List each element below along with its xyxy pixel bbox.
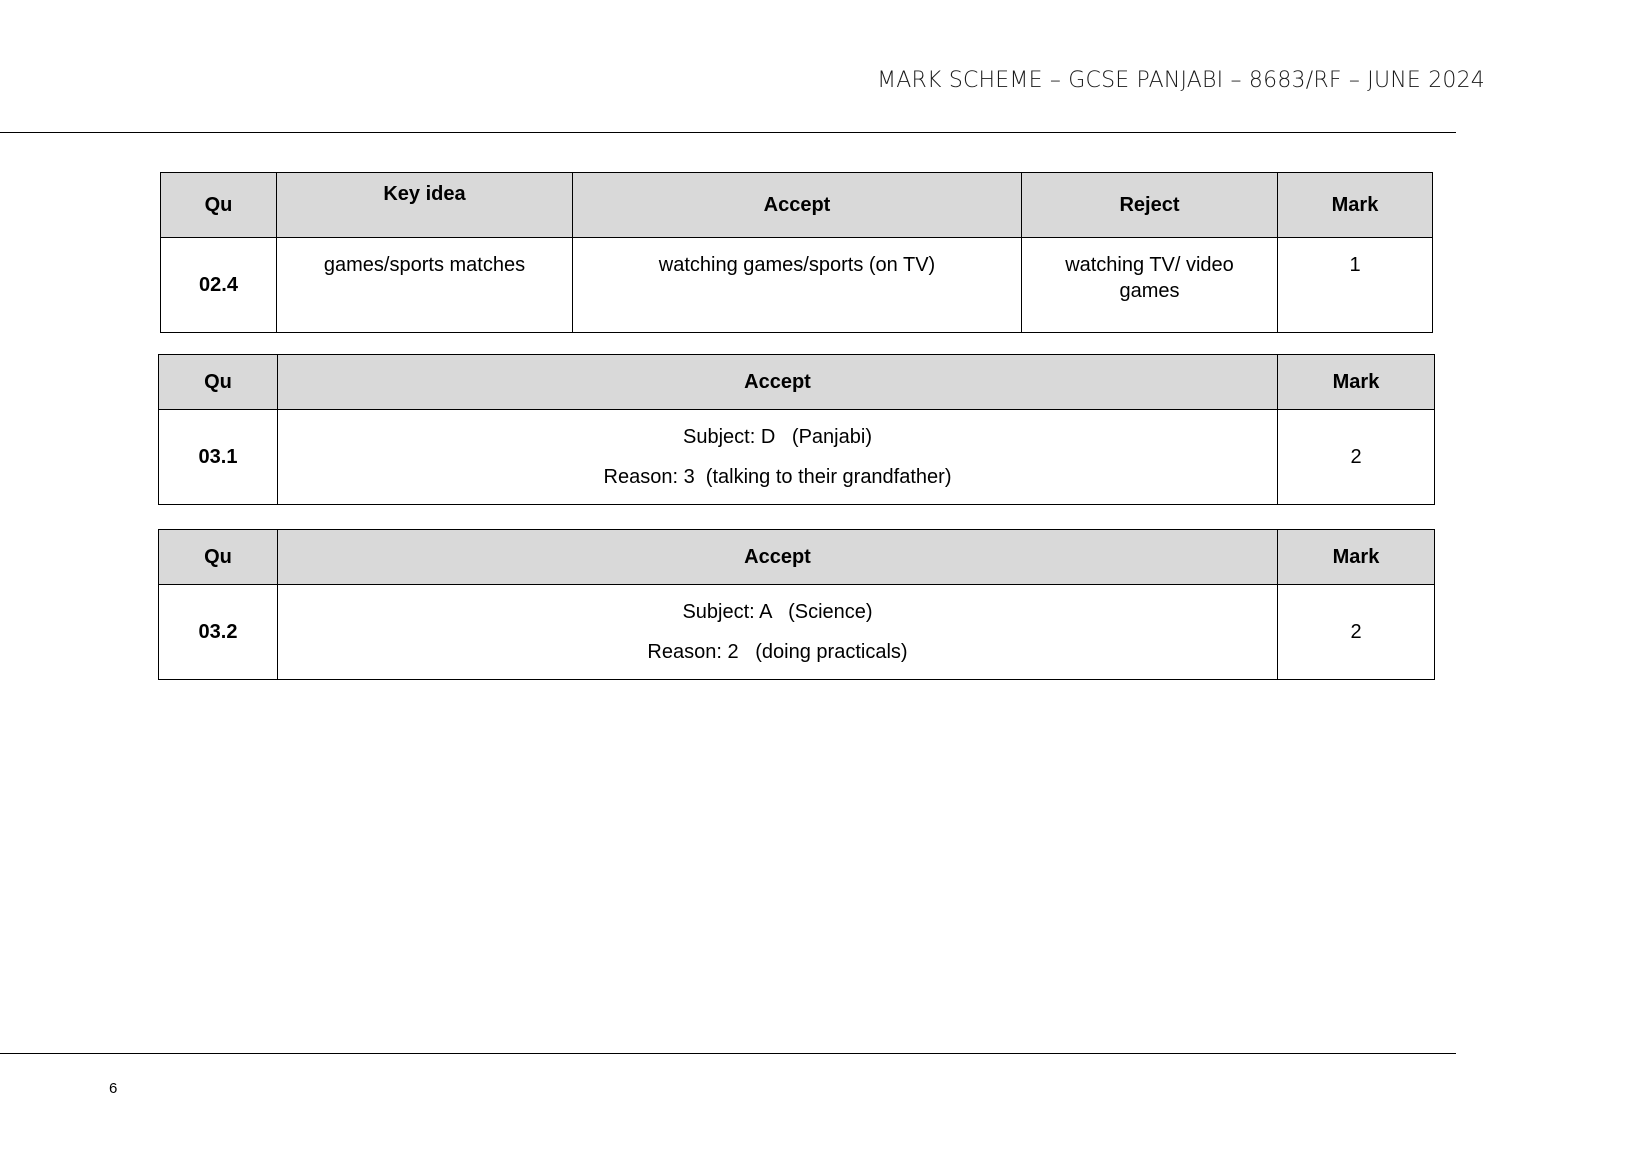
accept-cell (278, 585, 1278, 680)
table-header-row (159, 355, 1435, 410)
key-idea-cell: games/sports matches (277, 238, 573, 333)
mark-cell: 1 (1278, 238, 1433, 333)
page-number: 6 (109, 1080, 118, 1097)
table-header-row (161, 173, 1433, 238)
question-number: 03.1 (159, 410, 278, 505)
accept-reason-line: Reason: 3 (talking to their grandfather) (603, 466, 952, 488)
table-row (161, 238, 1433, 333)
accept-subject-line: Subject: A (Science) (682, 601, 873, 623)
header-divider (0, 132, 1456, 133)
mark-cell: 2 (1278, 585, 1435, 680)
question-number: 03.2 (159, 585, 278, 680)
table-header-row (159, 530, 1435, 585)
table-row (159, 585, 1435, 680)
mark-scheme-table-02-4 (160, 172, 1433, 333)
column-header-key-idea: Key idea (277, 173, 573, 238)
column-header-qu: Qu (159, 530, 278, 585)
mark-scheme-table-03-1 (158, 354, 1435, 505)
column-header-accept: Accept (573, 173, 1022, 238)
accept-cell: watching games/sports (on TV) (573, 238, 1022, 333)
footer-divider (0, 1053, 1456, 1054)
table-row (159, 410, 1435, 505)
page-header-title: MARK SCHEME – GCSE PANJABI – 8683/RF – JUNE 2024 (877, 68, 1485, 93)
column-header-accept: Accept (278, 355, 1278, 410)
accept-cell (278, 410, 1278, 505)
reject-cell: watching TV/ video games (1022, 238, 1278, 333)
column-header-reject: Reject (1022, 173, 1278, 238)
column-header-mark: Mark (1278, 530, 1435, 585)
column-header-qu: Qu (159, 355, 278, 410)
column-header-accept: Accept (278, 530, 1278, 585)
column-header-mark: Mark (1278, 173, 1433, 238)
column-header-mark: Mark (1278, 355, 1435, 410)
mark-scheme-table-03-2 (158, 529, 1435, 680)
question-number: 02.4 (161, 238, 277, 333)
accept-reason-line: Reason: 2 (doing practicals) (647, 641, 908, 663)
mark-cell: 2 (1278, 410, 1435, 505)
column-header-qu: Qu (161, 173, 277, 238)
accept-subject-line: Subject: D (Panjabi) (683, 426, 872, 448)
